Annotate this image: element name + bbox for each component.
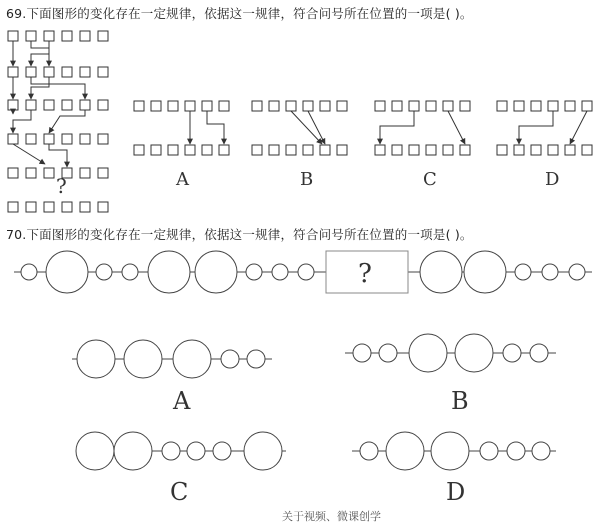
q69-option-b-label: B xyxy=(300,169,314,190)
q70-option-b[interactable] xyxy=(345,334,556,372)
footer-watermark: 关于视频、微课创学 xyxy=(282,510,381,523)
q69-option-d-label: D xyxy=(545,169,560,190)
q69-arrows-4 xyxy=(13,144,67,167)
q69-row-1 xyxy=(8,31,108,41)
q69-arrows-2 xyxy=(13,77,85,99)
q69-row-4 xyxy=(8,134,108,144)
q70-option-b-label: B xyxy=(451,387,469,415)
q69-option-c-label: C xyxy=(423,169,437,190)
question-69-title: 69.下面图形的变化存在一定规律，依据这一规律，符合问号所在位置的一项是( )。 xyxy=(6,6,473,21)
q69-arrows-3 xyxy=(13,110,85,133)
q70-stimulus xyxy=(14,251,592,293)
q69-row-2 xyxy=(8,67,108,77)
q69-option-a[interactable] xyxy=(134,101,229,155)
q70-option-c-label: C xyxy=(170,478,189,506)
q70-option-c[interactable] xyxy=(76,432,286,470)
q69-question-mark: ? xyxy=(56,174,67,198)
question-70-title: 70.下面图形的变化存在一定规律，依据这一规律，符合问号所在位置的一项是( )。 xyxy=(6,227,473,242)
q70-option-d-label: D xyxy=(446,478,466,506)
q70-option-a-label: A xyxy=(173,387,191,415)
q70-option-d[interactable] xyxy=(352,432,556,470)
q69-option-a-label: A xyxy=(176,169,189,190)
q69-arrows-1 xyxy=(13,41,49,66)
q69-option-d[interactable] xyxy=(497,101,592,155)
q69-row-6 xyxy=(8,202,108,212)
q69-row-3 xyxy=(8,100,108,110)
q69-option-b[interactable] xyxy=(252,101,347,155)
q69-option-c[interactable] xyxy=(375,101,470,155)
q70-option-a[interactable] xyxy=(72,340,272,378)
q70-question-mark: ? xyxy=(358,259,372,289)
